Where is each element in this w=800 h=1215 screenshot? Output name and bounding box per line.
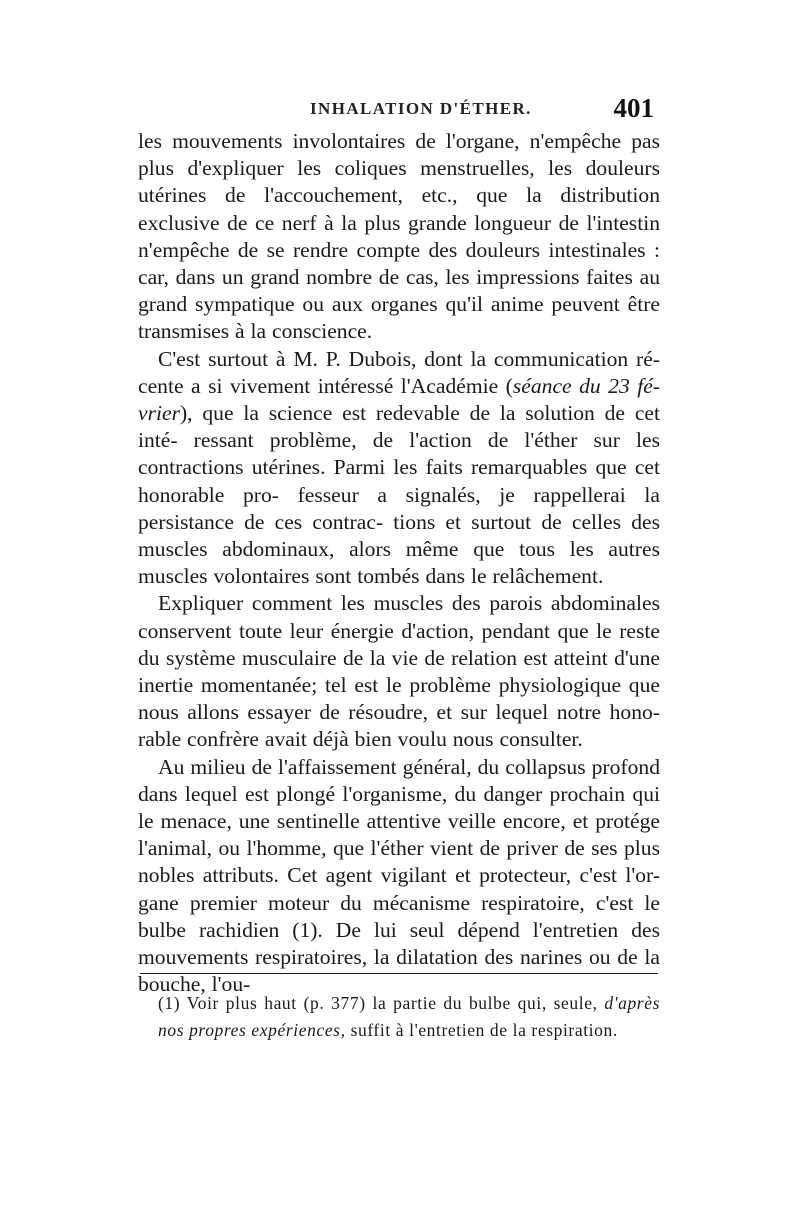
paragraph-2-text-b: ), que la science est redevable de la solution de cet inté- ressant problème, de l'action de l'éther sur les contractions utérines. Parmi les faits remarquables que cet honorable pro- fesseur a signalés, je rappellerai la persistance de ces contrac- tions et surtout de celles des muscles abdominaux, alors même que tous les autres muscles volontaires sont tombés dans le relâchement. [138,401,660,589]
page-header [138,93,660,123]
page-number: 401 [613,93,654,123]
body-text [138,128,660,999]
paragraph-4: Au milieu de l'affaissement général, du collapsus profond dans lequel est plongé l'organisme, du danger prochain qui le menace, une sentinelle attentive veille encore, et protége l'animal, ou l'homme, que l'éther vient de priver de ses plus nobles attributs. Cet agent vigilant et protecteur, c'est l'or- gane premier moteur du mécanisme respiratoire, c'est le bulbe rachidien (1). De lui seul dépend l'entretien des mouvements respiratoires, la dilatation des narines ou de la bouche, l'ou- [138,754,660,997]
footnote-marker: (1) [158,993,181,1013]
footnote-text-a: Voir plus haut (p. 377) la partie du bulbe qui, seule, [186,993,598,1013]
footnote-italic: d'après nos propres expériences, [158,993,660,1040]
paragraph-2 [138,346,660,591]
footnote-text [138,990,660,1044]
footnote [138,990,660,1044]
footnote-text-b: suffit à l'entretien de la respiration. [350,1020,618,1040]
paragraph-1: les mouvements involontaires de l'organe, n'empêche pas plus d'expliquer les coliques menstruelles, les douleurs utérines de l'accouchement, etc., que la distribution exclusive de ce nerf à la plus grande longueur de l'intestin n'empêche de se rendre compte des douleurs intestinales : car, dans un grand nombre de cas, les impressions faites au grand sympatique ou aux organes qu'il anime peuvent être transmises à la conscience. [138,129,660,344]
running-title: INHALATION D'ÉTHER. [310,99,532,118]
paragraph-2-text-a: C'est surtout à M. P. Dubois, dont la communication ré- cente a si vivement intéressé l'Académie ( [138,346,660,398]
paragraph-3: Expliquer comment les muscles des parois abdominales conservent toute leur énergie d'action, pendant que le reste du système musculaire de la vie de relation est atteint d'une inertie momentanée; tel est le problème physiologique que nous allons essayer de résoudre, et sur lequel notre hono- rable confrère avait déjà bien voulu nous consulter. [138,591,660,752]
footnote-divider [140,973,658,974]
paragraph-2-italic: séance du 23 fé- vrier [138,373,660,426]
